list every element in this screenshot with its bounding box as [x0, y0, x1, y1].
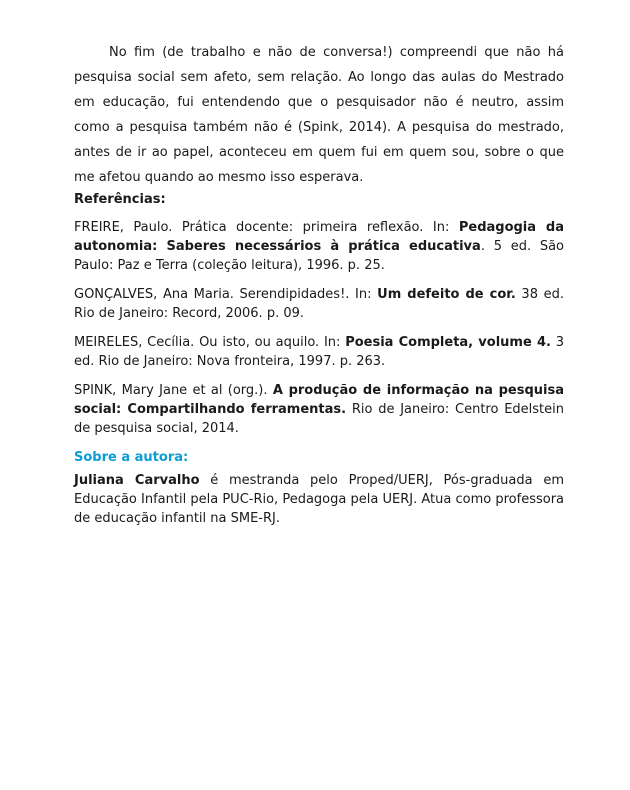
reference-text: . 5 ed. São Paulo: Paz e Terra (coleção leitura), 1996. p. 25. [74, 239, 565, 273]
reference-title: Pedagogia da autonomia: Saberes necessários à prática educativa [74, 220, 564, 254]
reference-entry-freire [74, 218, 564, 275]
intro-paragraph: No fim (de trabalho e não de conversa!) compreendi que não há pesquisa social sem afeto, sem relação. Ao longo das aulas do Mestrado em educação, fui entendendo que o pesquisador não é neutro, assim como a pesquisa também não é (Spink, 2014). A pesquisa do mestrado, antes de ir ao papel, aconteceu em quem fui em quem sou, sobre o que me afetou quando ao mesmo isso esperava. [74, 45, 564, 185]
reference-text: FREIRE, Paulo. Prática docente: primeira reflexão. In: [74, 220, 459, 235]
reference-text: 3 ed. Rio de Janeiro: Nova fronteira, 1997. p. 263. [74, 335, 564, 369]
reference-entry-goncalves [74, 285, 564, 323]
about-author-heading: Sobre a autora: [74, 450, 189, 465]
reference-text: MEIRELES, Cecília. Ou isto, ou aquilo. In: [74, 335, 346, 350]
reference-title: A produção de informação na pesquisa social: Compartilhando ferramentas. [74, 383, 564, 417]
reference-text: SPINK, Mary Jane et al (org.). [74, 383, 273, 398]
author-name: Juliana Carvalho [74, 473, 200, 488]
reference-title: Poesia Completa, volume 4. [345, 335, 551, 350]
reference-title: Um defeito de cor. [377, 287, 516, 302]
reference-text: Rio de Janeiro: Centro Edelstein de pesquisa social, 2014. [74, 402, 564, 436]
reference-entry-spink [74, 381, 564, 438]
author-paragraph [74, 471, 564, 528]
reference-text: GONÇALVES, Ana Maria. Serendipidades!. In: [74, 287, 378, 302]
references-heading: Referências: [74, 192, 166, 207]
reference-entry-meireles [74, 333, 564, 371]
author-bio-text: é mestranda pelo Proped/UERJ, Pós-graduada em Educação Infantil pela PUC-Rio, Pedagoga pela UERJ. Atua como professora de educação infantil na SME-RJ. [74, 473, 564, 526]
reference-text: 38 ed. Rio de Janeiro: Record, 2006. p. 09. [74, 287, 564, 321]
